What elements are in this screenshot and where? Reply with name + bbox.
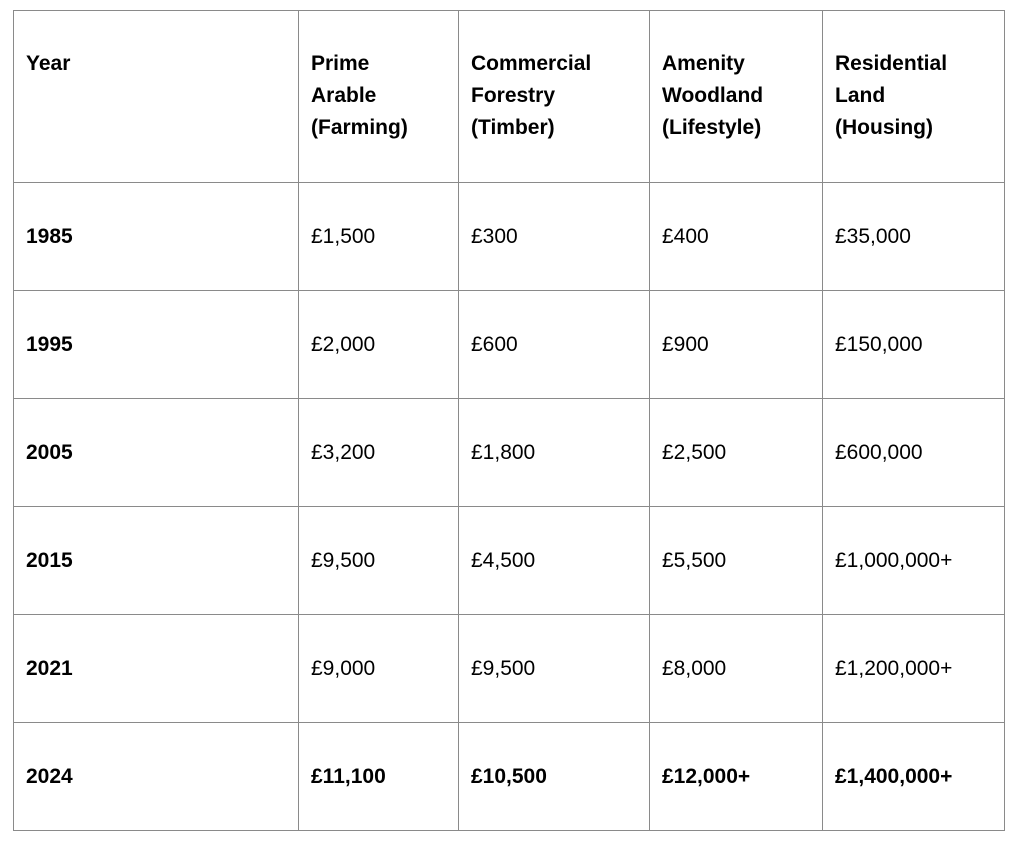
value-cell: £1,500 xyxy=(299,183,459,291)
header-residential-land xyxy=(823,11,1005,183)
header-line: Residential xyxy=(835,52,948,75)
value-cell: £4,500 xyxy=(459,507,650,615)
value-cell: £1,800 xyxy=(459,399,650,507)
header-line: Commercial xyxy=(471,52,592,75)
table-row xyxy=(14,399,1005,507)
value-cell: £400 xyxy=(650,183,823,291)
header-line: Forestry xyxy=(471,84,556,107)
header-line: Amenity xyxy=(662,52,745,75)
value-cell: £150,000 xyxy=(823,291,1005,399)
value-cell: £3,200 xyxy=(299,399,459,507)
value-cell: £9,000 xyxy=(299,615,459,723)
value-cell: £11,100 xyxy=(299,723,459,831)
value-cell: £10,500 xyxy=(459,723,650,831)
header-line: (Lifestyle) xyxy=(662,116,762,139)
value-cell: £300 xyxy=(459,183,650,291)
year-cell: 1985 xyxy=(14,183,299,291)
value-cell: £600,000 xyxy=(823,399,1005,507)
value-cell: £2,000 xyxy=(299,291,459,399)
table-header-row xyxy=(14,11,1005,183)
table-row xyxy=(14,723,1005,831)
value-cell: £1,200,000+ xyxy=(823,615,1005,723)
year-cell: 2015 xyxy=(14,507,299,615)
value-cell: £5,500 xyxy=(650,507,823,615)
value-cell: £12,000+ xyxy=(650,723,823,831)
value-cell: £900 xyxy=(650,291,823,399)
year-cell: 1995 xyxy=(14,291,299,399)
header-line: Woodland xyxy=(662,84,764,107)
value-cell: £600 xyxy=(459,291,650,399)
header-commercial-forestry xyxy=(459,11,650,183)
table-row xyxy=(14,183,1005,291)
year-cell: 2021 xyxy=(14,615,299,723)
header-line: Arable xyxy=(311,84,377,107)
header-year xyxy=(14,11,299,183)
value-cell: £9,500 xyxy=(459,615,650,723)
year-cell: 2024 xyxy=(14,723,299,831)
value-cell: £1,400,000+ xyxy=(823,723,1005,831)
header-line: (Farming) xyxy=(311,116,408,139)
header-amenity-woodland xyxy=(650,11,823,183)
table-row xyxy=(14,615,1005,723)
value-cell: £35,000 xyxy=(823,183,1005,291)
land-value-table xyxy=(13,10,1005,831)
table-row xyxy=(14,291,1005,399)
year-cell: 2005 xyxy=(14,399,299,507)
table-row xyxy=(14,507,1005,615)
header-line: Land xyxy=(835,84,886,107)
header-line: (Timber) xyxy=(471,116,555,139)
header-line: (Housing) xyxy=(835,116,933,139)
header-line: Prime xyxy=(311,52,370,75)
value-cell: £1,000,000+ xyxy=(823,507,1005,615)
header-prime-arable xyxy=(299,11,459,183)
header-line: Year xyxy=(26,52,71,75)
value-cell: £2,500 xyxy=(650,399,823,507)
value-cell: £9,500 xyxy=(299,507,459,615)
value-cell: £8,000 xyxy=(650,615,823,723)
